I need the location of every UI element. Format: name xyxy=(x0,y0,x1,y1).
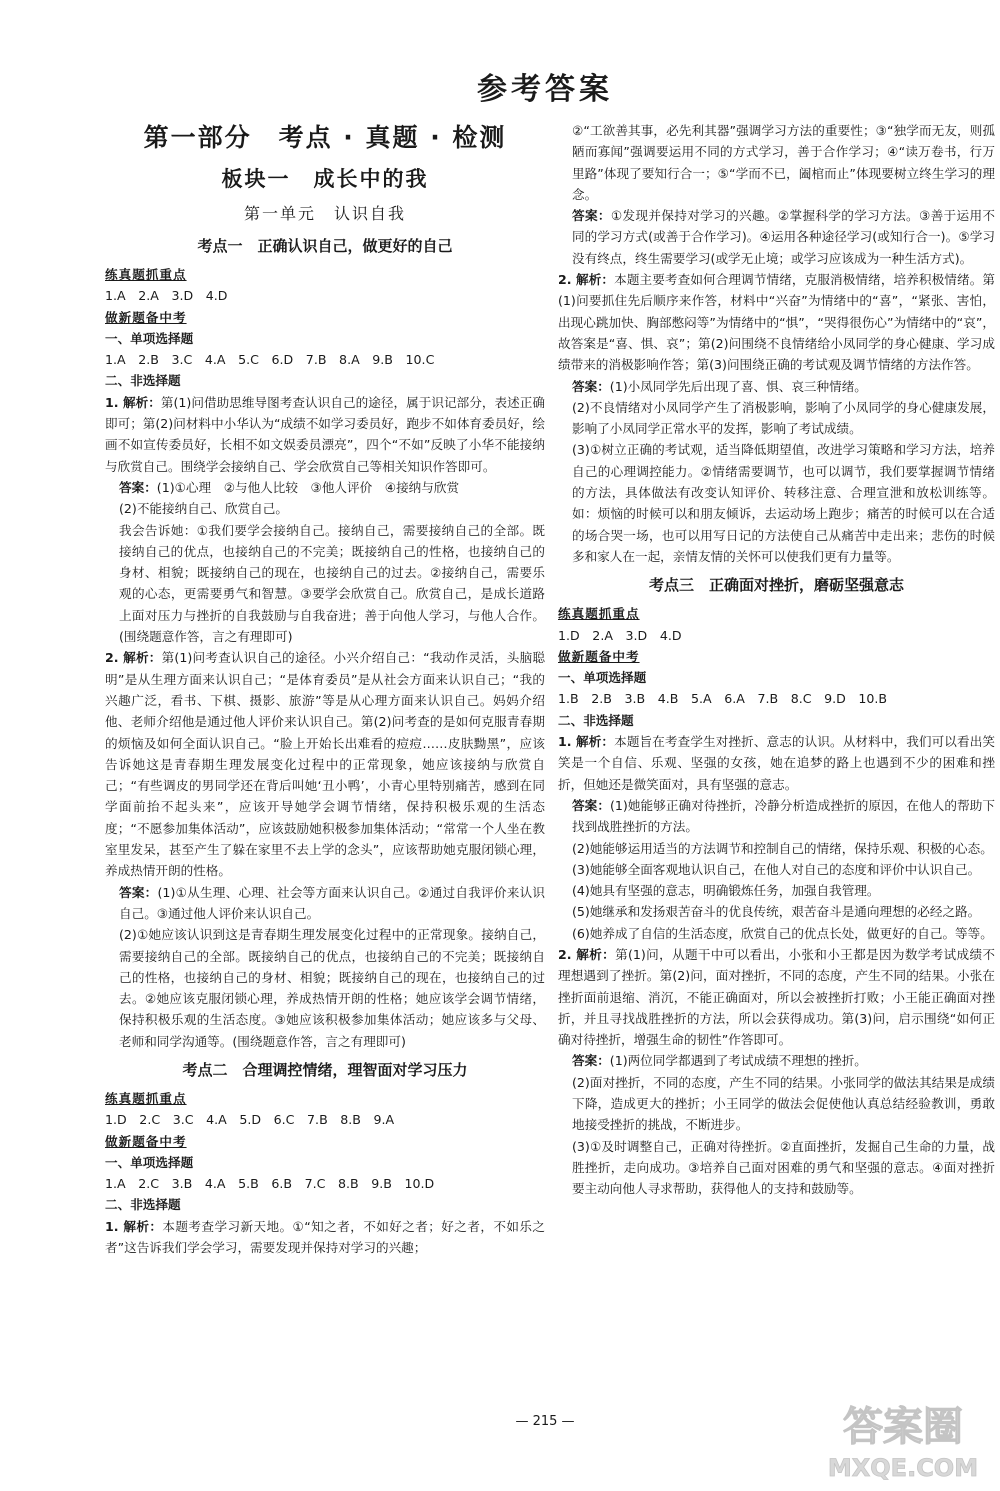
watermark-site-text: MXQE.COM xyxy=(827,1454,979,1482)
choice-section-label: 一、单项选择题 xyxy=(558,670,647,686)
q1-answer: 答案：(1)①心理 ②与他人比较 ③他人评价 ④接纳与欣赏 xyxy=(119,479,460,495)
practice-label: 练真题抓重点 xyxy=(105,1090,187,1106)
p2-q2-analysis: 2. 解析：本题主要考查如何合理调节情绪，克服消极情绪，培养积极情绪。第(1)问要抓住先后顺序来作答，材料中“兴奋”为情绪中的“喜”，“紧张、害怕，出现心跳加快、胸部憋闷等”为情绪中的“惧”，“哭得很伤心”为情绪中的“哀”，故答案是“喜、惧、哀”；第(2)问围绕不良情绪给小凤同学的身心健康、学习成绩带来的消极影响作答；第(3)问围绕正确的考试观及调节情绪的方法作答。 xyxy=(558,272,996,373)
point1-heading: 考点一 正确认识自己，做更好的自己 xyxy=(197,237,453,255)
q2-answer: 答案：(1)①从生理、心理、社会等方面来认识自己。②通过自我评价来认识自己。③通过他人评价来认识自己。 xyxy=(119,884,546,921)
p3-q2-answer-part: (3)①及时调整自己，正确对待挫折。②直面挫折，发掘自己生命的力量，战胜挫折，走向成功。③培养自己面对困难的勇气和坚强的意志。④面对挫折要主动向他人寻求帮助，获得他人的支持和鼓励等。 xyxy=(572,1138,995,1197)
p3-q2-answer: 答案：(1)两位同学都遇到了考试成绩不理想的挫折。 xyxy=(572,1053,867,1069)
practice-answers: 1.D 2.A 3.D 4.D xyxy=(558,627,682,643)
nonchoice-section-label: 二、非选择题 xyxy=(105,373,181,389)
choice-section-label: 一、单项选择题 xyxy=(105,1154,194,1170)
point3-heading: 考点三 正确面对挫折，磨砺坚强意志 xyxy=(648,576,904,595)
p3-q1-answer: 答案：(1)她能够正确对待挫折，冷静分析造成挫折的原因，在他人的帮助下找到战胜挫折的方法。 xyxy=(572,797,995,835)
p3-q2-answer-part: (2)面对挫折，不同的态度，产生不同的结果。小张同学的做法其结果是成绩下降，造成更大的挫折；小王同学的做法会促使他认真总结经验教训，勇敢地接受挫折的挑战，不断进步。 xyxy=(572,1074,995,1133)
new-questions-label: 做新题备中考 xyxy=(558,648,640,664)
p2-q1-answer: 答案：①发现并保持对学习的兴趣。②掌握科学的学习方法。③善于运用不同的学习方式(或善于合作学习)。④运用各种途径学习(或知行合一)。⑤学习没有终点，终生需要学习(或学无止境；或学习应该成为一种生活方式)。 xyxy=(572,208,995,266)
p3-q2-analysis: 2. 解析：第(1)问，从题干中可以看出，小张和小王都是因为数学考试成绩不理想遇到了挫折。第(2)问，面对挫折，不同的态度，产生不同的结果。小张在挫折面前退缩、消沉，不能正确面对，所以会被挫折打败；小王能正确面对挫折，并且寻找战胜挫折的方法，所以会获得成功。第(3)问，启示围绕“如何正确对待挫折，增强生命的韧性”作答即可。 xyxy=(558,946,996,1048)
choice-answers: 1.B 2.B 3.B 4.B 5.A 6.A 7.B 8.C 9.D 10.B xyxy=(558,691,888,707)
p2-q2-answer-part: (2)不良情绪对小凤同学产生了消极影响，影响了小凤同学的身心健康发展，影响了小凤同学正常水平的发挥，影响了考试成绩。 xyxy=(572,399,995,437)
p3-q1-answer-part: (4)她具有坚强的意志，明确锻炼任务，加强自我管理。 xyxy=(572,883,880,899)
q2-analysis: 2. 解析：第(1)问考查认识自己的途径。小兴介绍自己：“我动作灵活，头脑聪明”是从生理方面来认识自己；“是体育委员”是从社会方面来认识自己；“我的兴趣广泛，看书、下棋、摄影、旅游”等是从心理方面来认识自己。妈妈介绍他、老师介绍他是通过他人评价来认识自己。第(2)问考查的是如何克服青春期的烦恼及如何全面认识自己。“脸上开始长出难看的痘痘……皮肤黝黑”，应该告诉她这是青春期生理发展变化过程中的正常现象，她应该接纳与欣赏自己；“有些调皮的男同学还在背后叫她‘丑小鸭’，小青心里特别痛苦，感到在同学面前抬不起头来”，应该开导她学会调节情绪，保持积极乐观的生活态度；“不愿参加集体活动”，应该鼓励她积极参加集体活动；“常常一个人坐在教室里发呆，甚至产生了躲在家里不去上学的念头”，应该帮助她克服闭锁心理，养成热情开朗的性格。 xyxy=(105,650,545,879)
point2-heading: 考点二 合理调控情绪，理智面对学习压力 xyxy=(182,1060,468,1079)
choice-answers: 1.A 2.B 3.C 4.A 5.C 6.D 7.B 8.A 9.B 10.C xyxy=(105,352,435,368)
p2-q2-answer-part: (3)①树立正确的考试观，适当降低期望值，改进学习策略和学习方法，培养自己的心理调控能力。②情绪需要调节，也可以调节，我们要掌握调节情绪的方法，具体做法有改变认知评价、转移注意、合理宣泄和放松训练等。如：烦恼的时候可以和朋友倾诉，去运动场上跑步；痛苦的时候可以在合适的场合哭一场，也可以用写日记的方法使自己从痛苦中走出来；悲伤的时候多和家人在一起，亲情友情的关怀可以使我们更有力量等。 xyxy=(572,442,995,564)
nonchoice-section-label: 二、非选择题 xyxy=(105,1197,181,1213)
new-questions-label: 做新题备中考 xyxy=(105,1133,187,1149)
p2-q1-analysis: 1. 解析：本题考查学习新天地。①“知之者，不如好之者；好之者，不如乐之者”这告诉我们学会学习，需要发现并保持对学习的兴趣； xyxy=(105,1218,545,1256)
p3-q1-answer-part: (5)她继承和发扬艰苦奋斗的优良传统，艰苦奋斗是通向理想的必经之路。 xyxy=(572,904,981,920)
p3-q1-answer-part: (3)她能够全面客观地认识自己，在他人对自己的态度和评价中认识自己。 xyxy=(572,861,981,877)
practice-answers: 1.A 2.A 3.D 4.D xyxy=(105,288,228,304)
new-questions-label: 做新题备中考 xyxy=(105,309,187,325)
watermark-main-text: 答案圈 xyxy=(843,1404,963,1450)
page-title: 参考答案 xyxy=(477,72,613,107)
q2-answer-part: (2)①她应该认识到这是青春期生理发展变化过程中的正常现象。接纳自己，需要接纳自己的全部。既接纳自己的优点，也接纳自己的不完美；既接纳自己的性格，也接纳自己的身材、相貌；既接纳自己的现在，也接纳自己的过去。②她应该克服闭锁心理，养成热情开朗的性格；她应该学会调节情绪，保持积极乐观的生活态度。③她应该积极参加集体活动；她应该多与父母、老师和同学沟通等。(围绕题意作答，言之有理即可) xyxy=(119,927,545,1049)
p3-q1-answer-part: (2)她能够运用适当的方法调节和控制自己的情绪，保持乐观、积极的心态。 xyxy=(572,840,993,856)
right-column xyxy=(558,120,995,1200)
practice-label: 练真题抓重点 xyxy=(105,267,187,282)
p2-q1-analysis-cont: ②“工欲善其事，必先利其器”强调学习方法的重要性；③“独学而无友，则孤陋而寡闻”强调要运用不同的方式学习，善于合作学习；④“读万卷书，行万里路”体现了要知行合一；⑤“学而不已，阖棺而止”体现要树立终生学习的理念。 xyxy=(572,123,995,202)
choice-section-label: 一、单项选择题 xyxy=(105,330,194,346)
page-number: — 215 — xyxy=(515,1414,575,1429)
q1-answer-part: (2)不能接纳自己、欣赏自己。 xyxy=(119,501,288,517)
part-heading: 第一部分 考点 · 真题 · 检测 xyxy=(143,123,507,152)
block-heading: 板块一 成长中的我 xyxy=(221,167,429,191)
q1-analysis: 1. 解析：第(1)问借助思维导图考查认识自己的途径，属于识记部分，表述正确即可；第(2)问材料中小华认为“成绩不如学习委员好，跑步不如体育委员好，绘画不如宣传委员好，长相不如文娱委员漂亮”，四个“不如”反映了小华不能接纳与欣赏自己。围绕学会接纳自己、学会欣赏自己等相关知识作答即可。 xyxy=(105,394,546,474)
q1-answer-part: 我会告诉她：①我们要学会接纳自己。接纳自己，需要接纳自己的全部。既接纳自己的优点，也接纳自己的不完美；既接纳自己的性格，也接纳自己的身材、相貌；既接纳自己的现在，也接纳自己的过去。②接纳自己，需要乐观的心态，更需要勇气和智慧。③要学会欣赏自己。欣赏自己，是成长道路上面对压力与挫折的自我鼓励与自我奋进；善于向他人学习，与他人合作。(围绕题意作答，言之有理即可) xyxy=(119,522,545,645)
unit-heading: 第一单元 认识自我 xyxy=(243,204,406,223)
p2-q2-answer: 答案：(1)小凤同学先后出现了喜、惧、哀三种情绪。 xyxy=(572,378,867,394)
left-column xyxy=(105,120,545,1258)
practice-answers: 1.D 2.C 3.C 4.A 5.D 6.C 7.B 8.B 9.A xyxy=(105,1112,395,1128)
nonchoice-section-label: 二、非选择题 xyxy=(558,712,634,728)
p3-q1-answer-part: (6)她养成了自信的生活态度，欣赏自己的优点长处，做更好的自己。等等。 xyxy=(572,925,993,941)
choice-answers: 1.A 2.C 3.B 4.A 5.B 6.B 7.C 8.B 9.B 10.D xyxy=(105,1176,435,1192)
p3-q1-analysis: 1. 解析：本题旨在考查学生对挫折、意志的认识。从材料中，我们可以看出笑笑是一个自信、乐观、坚强的女孩，她在追梦的路上也遇到不少的困难和挫折，但她还是微笑面对，具有坚强的意志。 xyxy=(558,734,996,792)
practice-label: 练真题抓重点 xyxy=(558,606,640,622)
watermark-logo xyxy=(818,1398,988,1484)
